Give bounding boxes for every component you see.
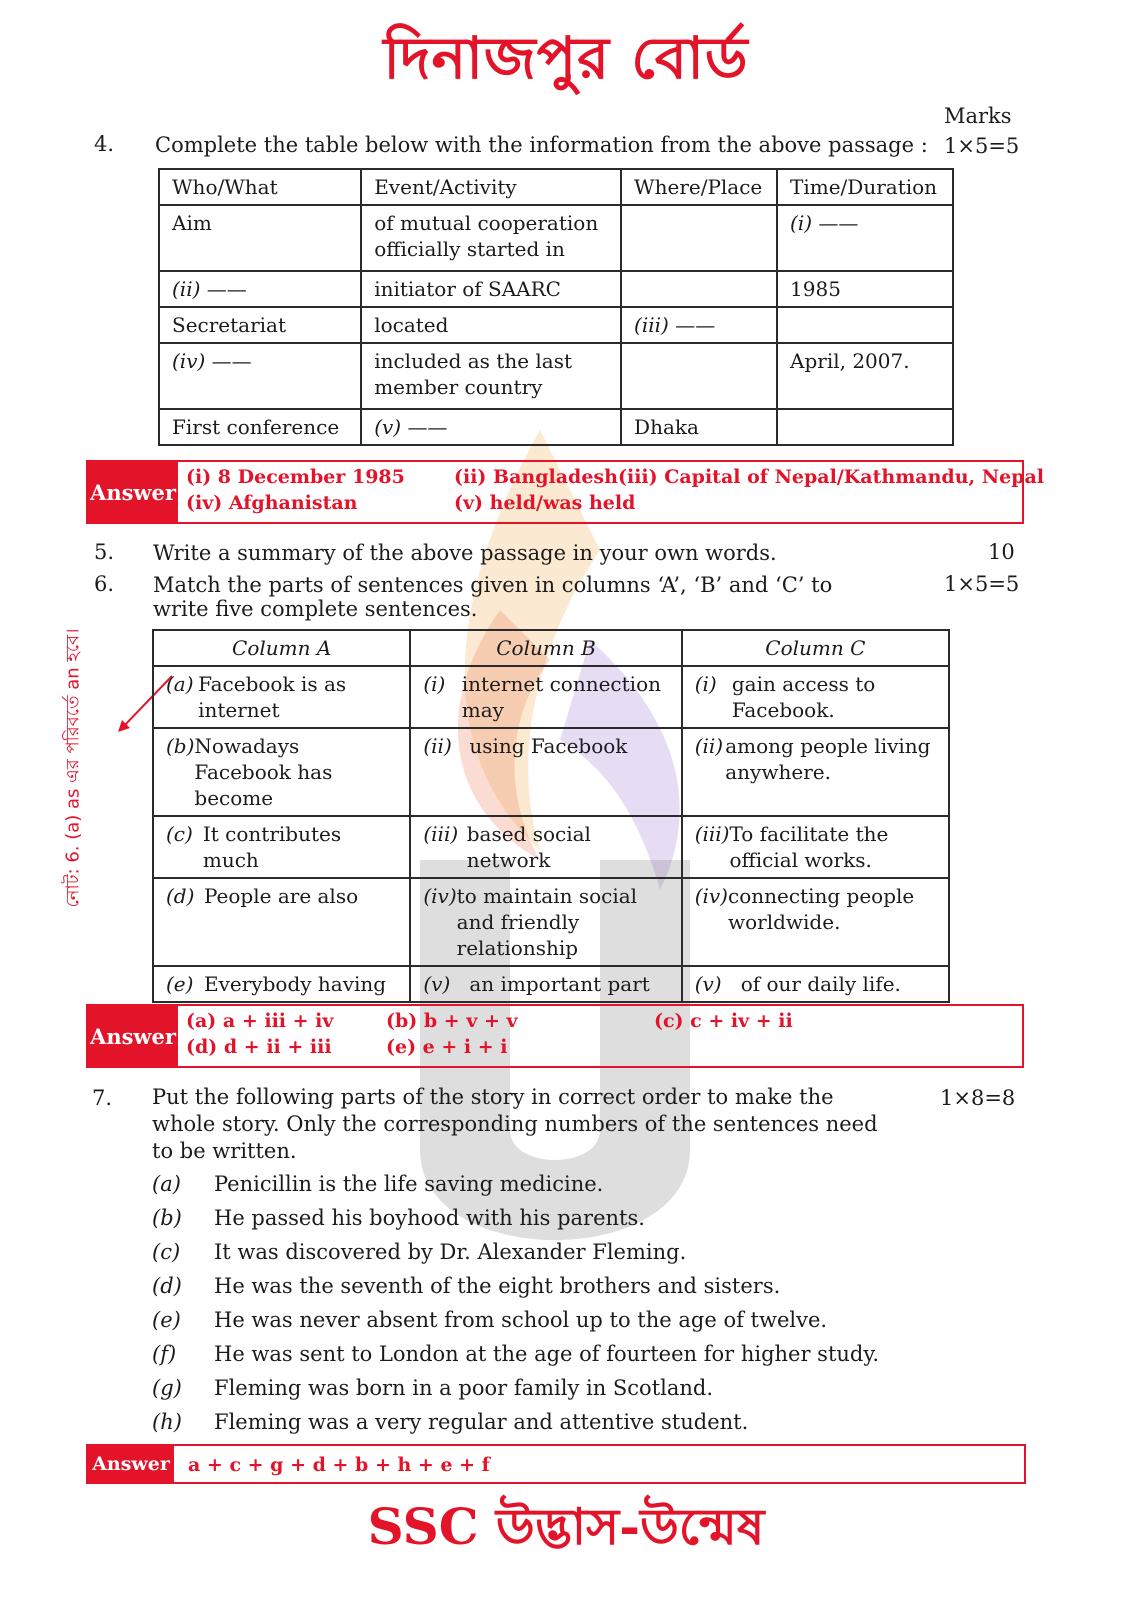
side-note <box>56 612 92 924</box>
board-title: দিনাজপুর বোর্ড <box>383 24 749 92</box>
item-label: (d) <box>166 884 195 908</box>
table-row <box>159 307 953 343</box>
item-label: (iii) <box>423 822 459 846</box>
table-cell: (v) —— <box>361 409 621 445</box>
table-cell <box>682 878 949 966</box>
q7-marks: 1×8=8 <box>940 1086 1016 1110</box>
item-label: (iv) <box>423 884 457 908</box>
q7-number: 7. <box>92 1086 113 1110</box>
item-label: (i) <box>694 672 717 696</box>
q4-table <box>158 168 954 446</box>
item-text: gain access to Facebook. <box>731 672 876 722</box>
table-cell: initiator of SAARC <box>361 271 621 307</box>
q6-number: 6. <box>94 572 115 596</box>
list-item <box>152 1274 780 1298</box>
table-cell <box>410 728 681 816</box>
answer-text: (ii) Bangladesh <box>454 466 618 488</box>
item-text: It contributes much <box>202 822 342 872</box>
item-text: Nowadays Facebook has become <box>194 734 333 810</box>
item-label: (ii) <box>423 734 452 758</box>
table-row <box>153 728 949 816</box>
answer-text: (d) d + ii + iii <box>186 1036 332 1058</box>
q6-marks: 1×5=5 <box>944 572 1020 596</box>
item-text: to maintain social and friendly relationship <box>456 884 638 960</box>
answer-text: (v) held/was held <box>454 492 636 514</box>
item-text: among people living anywhere. <box>725 734 931 784</box>
q4-table-header <box>159 169 953 205</box>
table-cell <box>621 205 777 271</box>
table-cell: Dhaka <box>621 409 777 445</box>
table-cell: (i) —— <box>777 205 953 271</box>
table-cell <box>682 816 949 878</box>
item-label: (a) <box>152 1172 181 1196</box>
table-row <box>159 271 953 307</box>
list-item <box>152 1240 686 1264</box>
side-note-text: নোট: 6. (a) as এর পরিবর্তে an হবে। <box>62 628 84 908</box>
q6-instruction-line2: write five complete sentences. <box>153 597 478 621</box>
q6-instruction-line1: Match the parts of sentences given in columns ‘A’, ‘B’ and ‘C’ to <box>153 573 833 597</box>
table-cell <box>410 966 681 1002</box>
list-item <box>152 1342 879 1366</box>
q5-number: 5. <box>94 540 115 564</box>
q7-instruction-line1: Put the following parts of the story in correct order to make the <box>152 1085 834 1109</box>
table-cell <box>410 666 681 728</box>
table-cell <box>410 878 681 966</box>
item-label: (i) <box>423 672 446 696</box>
q4-col-header: Time/Duration <box>777 169 953 205</box>
item-label: (e) <box>152 1308 181 1332</box>
table-cell: First conference <box>159 409 361 445</box>
item-label: (a) <box>166 672 194 696</box>
item-text: internet connection may <box>461 672 661 722</box>
q4-col-header: Where/Place <box>621 169 777 205</box>
answer-text: (b) b + v + v <box>386 1010 518 1032</box>
table-cell <box>777 409 953 445</box>
table-cell <box>410 816 681 878</box>
answer-text: (i) 8 December 1985 <box>186 466 405 488</box>
table-row <box>153 966 949 1002</box>
item-label: (ii) <box>694 734 724 758</box>
q6-answer-box <box>86 1004 1024 1068</box>
table-cell: Secretariat <box>159 307 361 343</box>
item-label: (e) <box>166 972 194 996</box>
answer-text: (iv) Afghanistan <box>186 492 358 514</box>
q6-col-header: Column C <box>682 630 949 666</box>
table-cell <box>621 343 777 409</box>
table-row <box>153 816 949 878</box>
q4-col-header: Who/What <box>159 169 361 205</box>
list-item <box>152 1172 603 1196</box>
q6-col-header: Column B <box>410 630 681 666</box>
list-item <box>152 1410 748 1434</box>
table-cell <box>682 966 949 1002</box>
item-text: He was the seventh of the eight brothers and sisters. <box>214 1274 781 1298</box>
table-cell: April, 2007. <box>777 343 953 409</box>
q5-marks: 10 <box>988 540 1015 564</box>
item-label: (h) <box>152 1410 182 1434</box>
footer-brand: SSC উদ্ভাস-উন্মেষ <box>367 1497 765 1556</box>
q6-table <box>152 629 950 1003</box>
table-row <box>159 343 953 409</box>
item-text: He passed his boyhood with his parents. <box>214 1206 645 1230</box>
item-text: Facebook is as internet <box>198 672 347 722</box>
table-cell: Aim <box>159 205 361 271</box>
answer-label: Answer <box>88 462 178 522</box>
item-label: (g) <box>152 1376 182 1400</box>
answer-text: (iii) Capital of Nepal/Kathmandu, Nepal <box>618 466 1045 488</box>
q4-number: 4. <box>94 132 115 156</box>
q6-table-header <box>153 630 949 666</box>
table-cell <box>153 666 410 728</box>
table-row <box>159 205 953 271</box>
item-text: Everybody having <box>204 972 387 996</box>
item-text: Fleming was a very regular and attentive student. <box>214 1410 749 1434</box>
item-label: (c) <box>166 822 193 846</box>
item-label: (b) <box>166 734 195 758</box>
table-cell <box>621 271 777 307</box>
list-item <box>152 1308 827 1332</box>
item-label: (v) <box>694 972 722 996</box>
q6-col-header: Column A <box>153 630 410 666</box>
table-cell: of mutual cooperation officially started in <box>361 205 621 271</box>
table-cell: included as the last member country <box>361 343 621 409</box>
item-label: (b) <box>152 1206 182 1230</box>
answer-text: (a) a + iii + iv <box>186 1010 334 1032</box>
item-text: of our daily life. <box>740 972 901 996</box>
item-label: (c) <box>152 1240 181 1264</box>
table-cell <box>153 878 410 966</box>
item-text: an important part <box>469 972 650 996</box>
item-label: (iv) <box>694 884 728 908</box>
answer-label: Answer <box>88 1006 178 1066</box>
table-cell: (iv) —— <box>159 343 361 409</box>
table-cell <box>777 307 953 343</box>
table-cell: 1985 <box>777 271 953 307</box>
q5-instruction: Write a summary of the above passage in your own words. <box>153 541 777 565</box>
table-cell <box>153 966 410 1002</box>
table-row <box>153 666 949 728</box>
table-cell <box>682 666 949 728</box>
table-cell <box>153 816 410 878</box>
answer-label: Answer <box>88 1446 174 1482</box>
q4-instruction: Complete the table below with the information from the above passage : <box>155 133 928 157</box>
item-text: connecting people worldwide. <box>728 884 915 934</box>
item-text: He was sent to London at the age of fourteen for higher study. <box>214 1342 880 1366</box>
table-cell: (iii) —— <box>621 307 777 343</box>
item-text: It was discovered by Dr. Alexander Fleming. <box>214 1240 687 1264</box>
table-cell <box>682 728 949 816</box>
marks-heading: Marks <box>944 104 1012 128</box>
list-item <box>152 1376 713 1400</box>
item-text: People are also <box>204 884 359 908</box>
item-text: To facilitate the official works. <box>729 822 889 872</box>
item-label: (iii) <box>694 822 730 846</box>
q4-answer-box <box>86 460 1045 524</box>
answer-text: (e) e + i + i <box>386 1036 508 1058</box>
item-label: (v) <box>423 972 451 996</box>
table-row <box>153 878 949 966</box>
q4-marks: 1×5=5 <box>944 134 1020 158</box>
list-item <box>152 1206 645 1230</box>
q4-col-header: Event/Activity <box>361 169 621 205</box>
item-text: Fleming was born in a poor family in Scotland. <box>214 1376 714 1400</box>
item-text: based social network <box>466 822 591 872</box>
answer-text: (c) c + iv + ii <box>654 1010 793 1032</box>
q7-instruction-line3: to be written. <box>152 1139 297 1163</box>
item-text: Penicillin is the life saving medicine. <box>214 1172 604 1196</box>
item-text: using Facebook <box>469 734 628 758</box>
table-row <box>159 409 953 445</box>
item-label: (f) <box>152 1342 177 1366</box>
q7-answer-box <box>86 1444 1026 1484</box>
table-cell: (ii) —— <box>159 271 361 307</box>
item-label: (d) <box>152 1274 182 1298</box>
answer-text: a + c + g + d + b + h + e + f <box>188 1454 490 1476</box>
item-text: He was never absent from school up to the age of twelve. <box>214 1308 828 1332</box>
table-cell: located <box>361 307 621 343</box>
q7-instruction-line2: whole story. Only the corresponding numbers of the sentences need <box>152 1112 878 1136</box>
table-cell <box>153 728 410 816</box>
